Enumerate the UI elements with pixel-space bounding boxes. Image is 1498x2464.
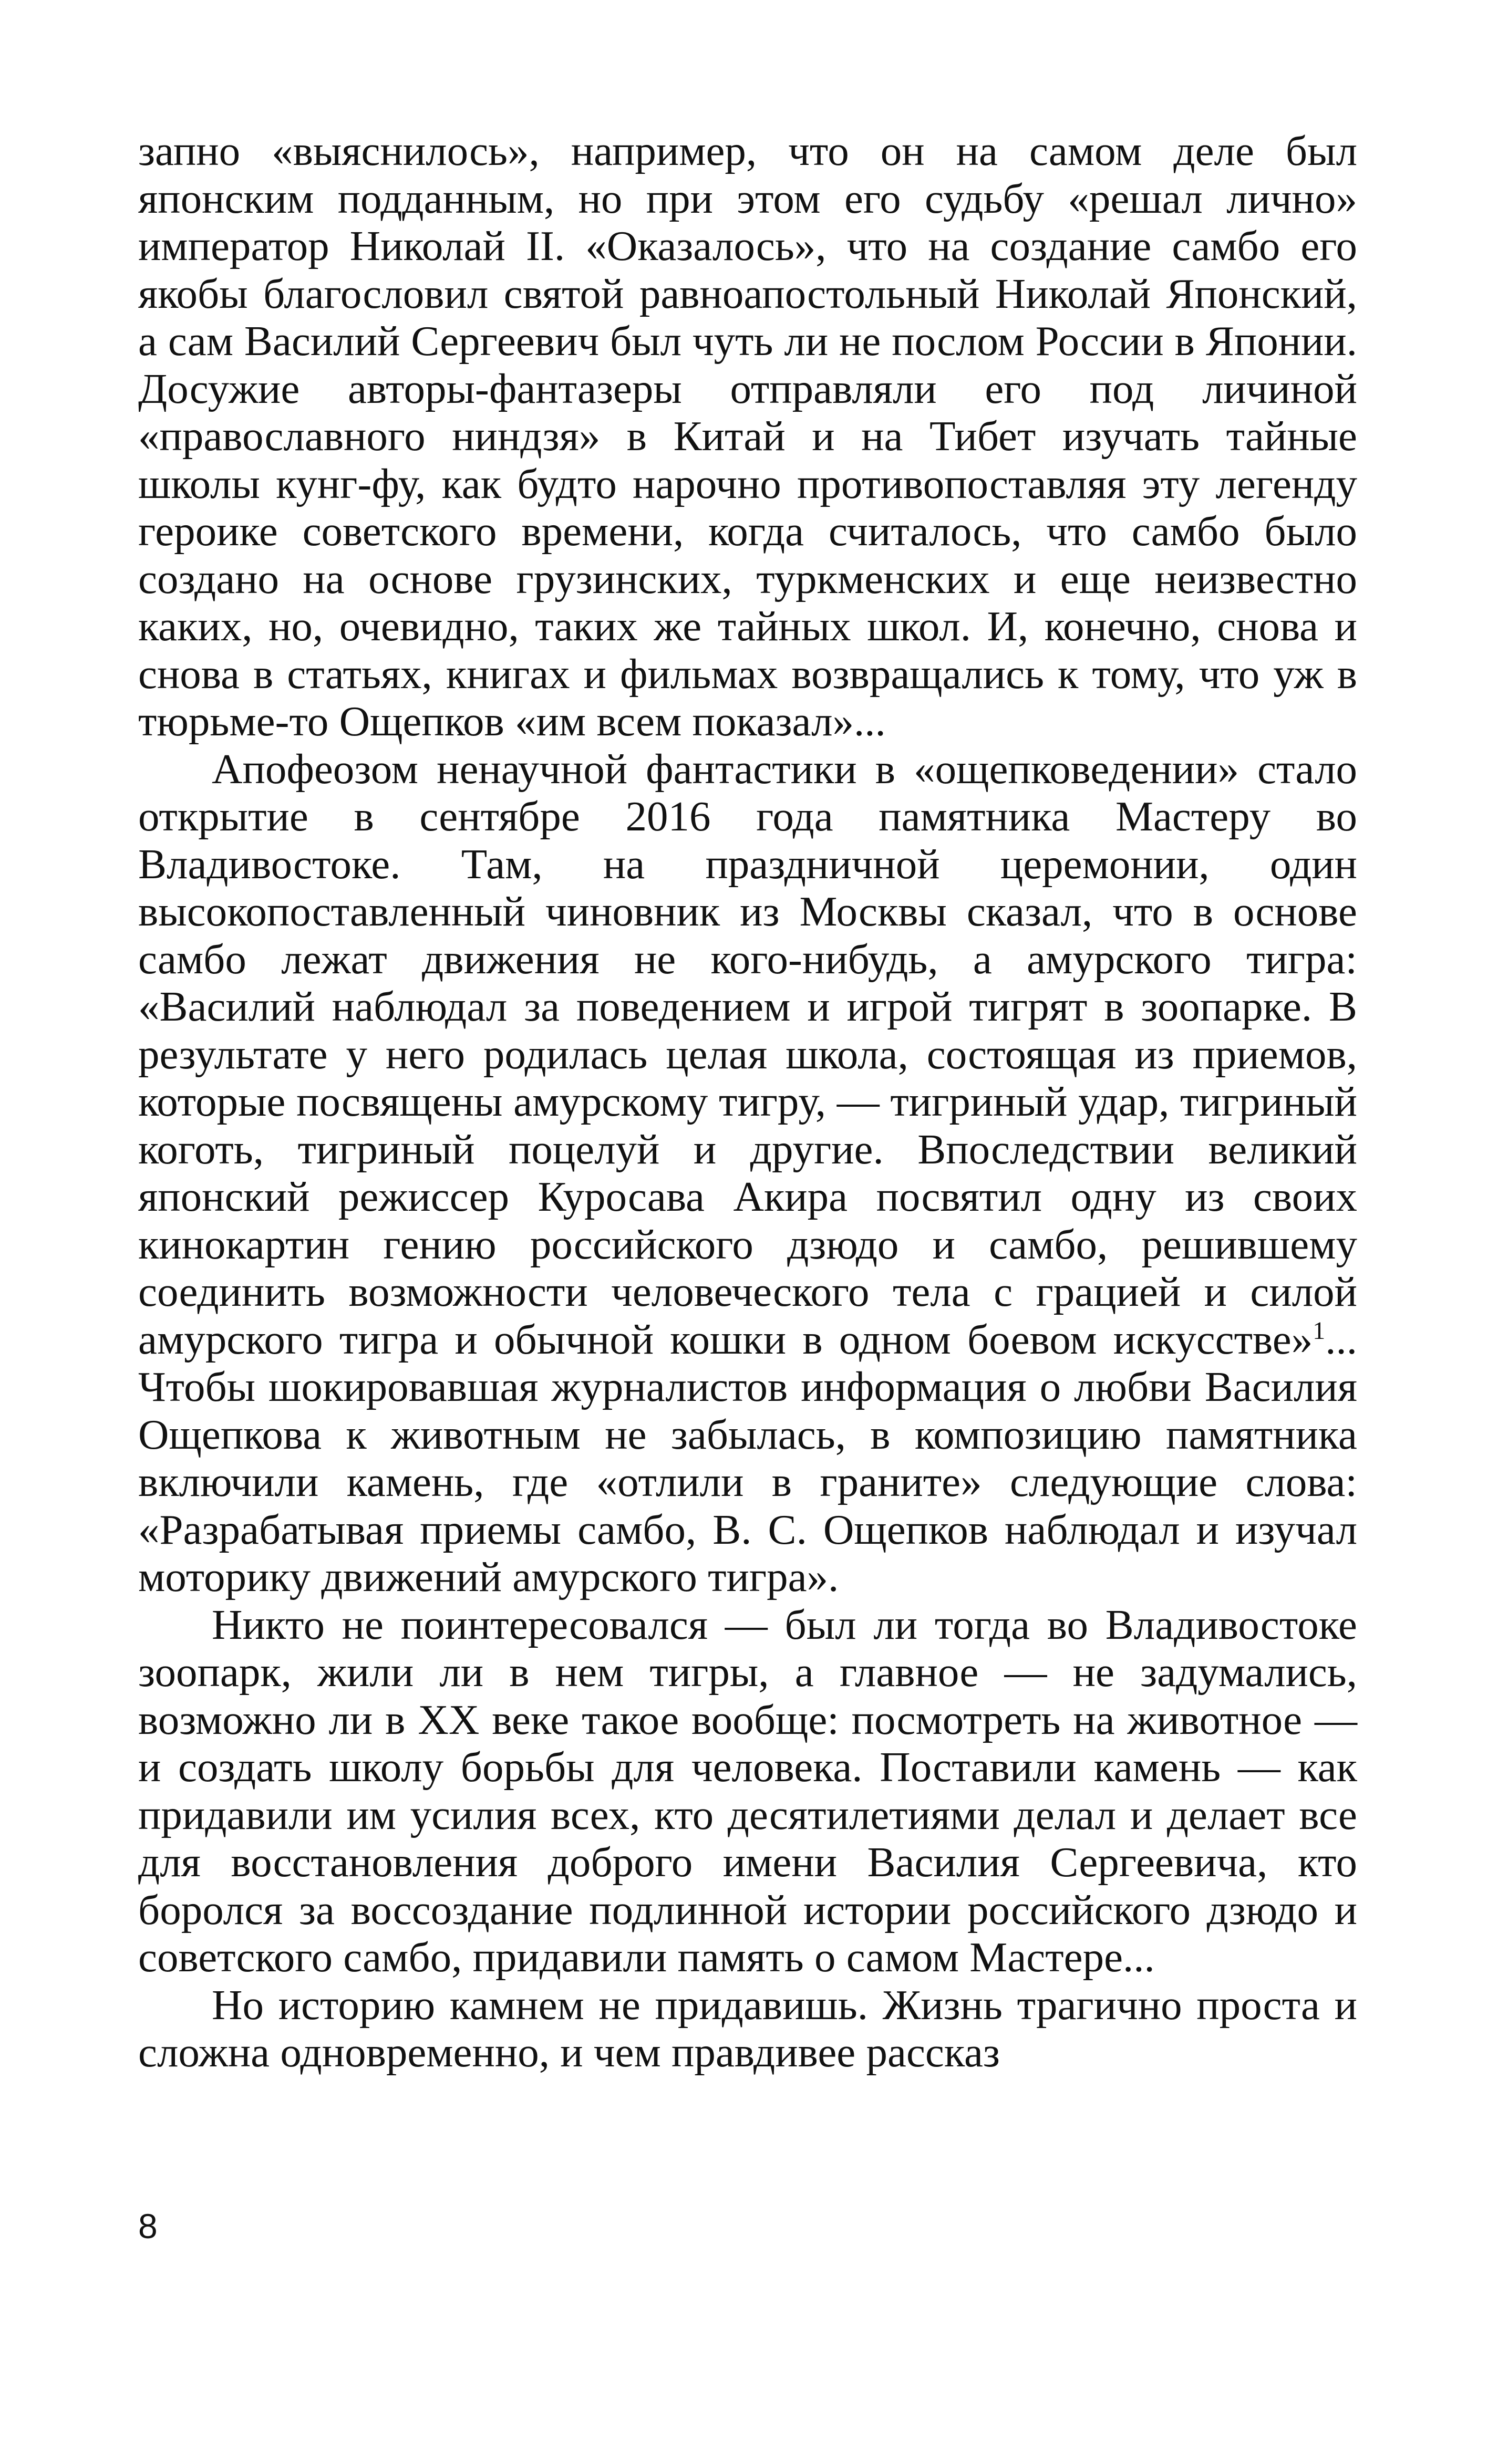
paragraph-1-text: запно «выяснилось», например, что он на самом деле был японским подданным, но при этом его судьбу «решал лично» император Николай II. «Оказалось», что на создание самбо его якобы благословил святой равноапостольный Николай Японский, а сам Василий Сергеевич был чуть ли не послом России в Японии. Досужие авторы-фантазеры отправляли его под личиной «православного ниндзя» в Китай и на Тибет изучать тайные школы кунг-фу, как будто нарочно противопоставляя эту легенду героике советского времени, когда считалось, что самбо было создано на основе грузинских, туркменских и еще неизвестно каких, но, очевидно, таких же тайных школ. И, конечно, снова и снова в статьях, книгах и фильмах возвращались к тому, что уж в тюрьме-то Ощепков «им всем показал»...: [138, 127, 1357, 745]
paragraph-2: [138, 745, 1357, 1601]
paragraph-1: [138, 127, 1357, 745]
paragraph-3-text: Никто не поинтересовался — был ли тогда во Владивостоке зоопарк, жили ли в нем тигры, а главное — не задумались, возможно ли в XX веке такое вообще: посмотреть на животное — и создать школу борьбы для человека. Поставили камень — как придавили им усилия всех, кто десятилетиями делал и делает все для восстановления доброго имени Василия Сергеевича, кто боролся за воссоздание подлинной истории российского дзюдо и советского самбо, придавили память о самом Мастере...: [138, 1600, 1357, 1981]
paragraph-4: [138, 1981, 1357, 2076]
paragraph-2-text-after: ... Чтобы шокировавшая журналистов информация о любви Василия Ощепкова к животным не забылась, в композицию памятника включили камень, где «отлили в граните» следующие слова: «Разрабатывая приемы самбо, В. С. Ощепков наблюдал и изучал моторику движений амурского тигра».: [138, 1315, 1357, 1600]
page-number: 8: [138, 2207, 158, 2245]
paragraph-4-text: Но историю камнем не придавишь. Жизнь трагично проста и сложна одновременно, и чем правдивее рассказ: [138, 1981, 1357, 2076]
paragraph-3: [138, 1601, 1357, 1981]
body-text: [138, 127, 1357, 2076]
footnote-marker[interactable]: 1: [1313, 1316, 1326, 1345]
paragraph-2-text: Апофеозом ненаучной фантастики в «ощепковедении» стало открытие в сентябре 2016 года памятника Мастеру во Владивостоке. Там, на праздничной церемонии, один высокопоставленный чиновник из Москвы сказал, что в основе самбо лежат движения не кого-нибудь, а амурского тигра: «Василий наблюдал за поведением и игрой тигрят в зоопарке. В результате у него родилась целая школа, состоящая из приемов, которые посвящены амурскому тигру, — тигриный удар, тигриный коготь, тигриный поцелуй и другие. Впоследствии великий японский режиссер Куросава Акира посвятил одну из своих кинокартин гению российского дзюдо и самбо, решившему соединить возможности человеческого тела с грацией и силой амурского тигра и обычной кошки в одном боевом искусстве»: [138, 745, 1357, 1363]
